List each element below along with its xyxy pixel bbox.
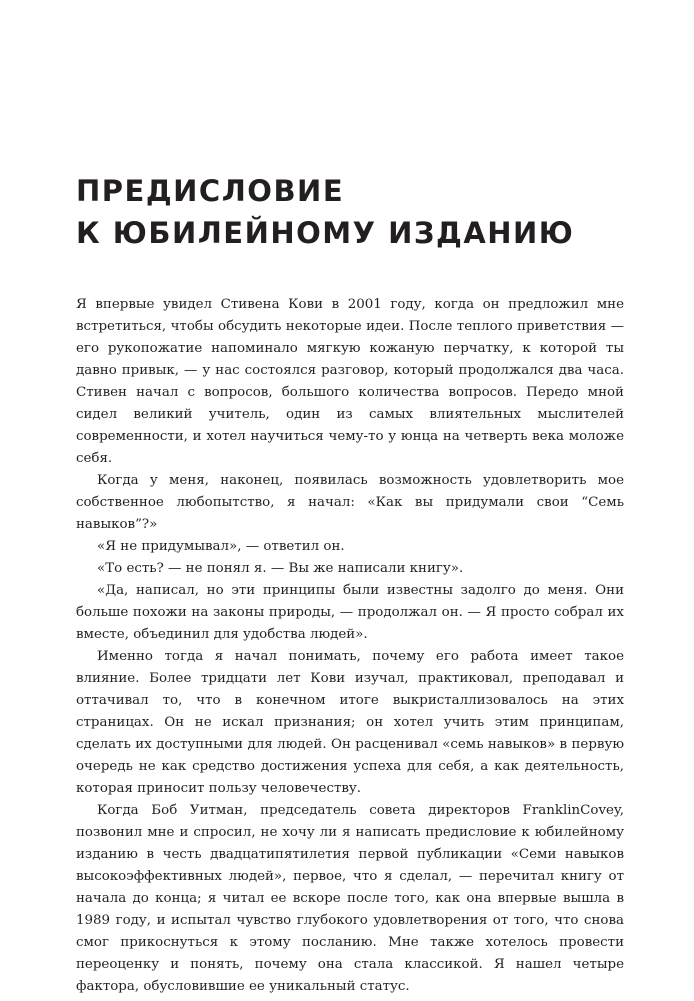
paragraph: Когда Боб Уитман, председатель совета директоров FranklinCovey, позвонил мне и спросил, не хочу ли я написать предисловие к юбилейному изданию в честь двадцатипятилетия первой публикации «Семи навыков высокоэффективных людей», первое, что я сделал, — перечитал книгу от начала до конца; я читал ее вскоре после того, как она впервые вышла в 1989 году, и испытал чувство глубокого удовлетворения от того, что снова смог прикоснуться к этому посланию. Мне также хотелось провести переоценку и понять, почему она стала классикой. Я нашел четыре фактора, обусловившие ее уникальный статус. [76,803,624,994]
paragraph: Когда у меня, наконец, появилась возможность удовлетворить мое собственное любопытство, я начал: «Как вы придумали свои “Семь навыков”?» [76,473,624,532]
paragraph: «Да, написал, но эти принципы были известны задолго до меня. Они больше похожи на законы природы, — продолжал он. — Я просто собрал их вместе, объединил для удобства людей». [76,583,624,642]
paragraph: «Я не придумывал», — ответил он. [97,539,345,554]
body-text [76,294,624,998]
paragraph: «То есть? — не понял я. — Вы же написали книгу». [97,561,464,576]
page-title [76,170,574,254]
paragraph: Я впервые увидел Стивена Кови в 2001 году, когда он предложил мне встретиться, чтобы обсудить некоторые идеи. После теплого приветствия — его рукопожатие напоминало мягкую кожаную перчатку, к которой ты давно привык, — у нас состоялся разговор, который продолжался два часа. Стивен начал с вопросов, большого количества вопросов. Передо мной сидел великий учитель, один из самых влиятельных мыслителей современности, и хотел научиться чему-то у юнца на четверть века моложе себя. [76,297,624,466]
paragraph: Именно тогда я начал понимать, почему его работа имеет такое влияние. Более тридцати лет Кови изучал, практиковал, преподавал и оттачивал то, что в конечном итоге выкристаллизовалось на этих страницах. Он не искал признания; он хотел учить этим принципам, сделать их доступными для людей. Он расценивал «семь навыков» в первую очередь не как средство достижения успеха для себя, а как деятельность, которая приносит пользу человечеству. [76,649,624,796]
page-title-line-2: К ЮБИЛЕЙНОМУ ИЗДАНИЮ [76,216,575,250]
page-title-line-1: ПРЕДИСЛОВИЕ [76,174,345,208]
